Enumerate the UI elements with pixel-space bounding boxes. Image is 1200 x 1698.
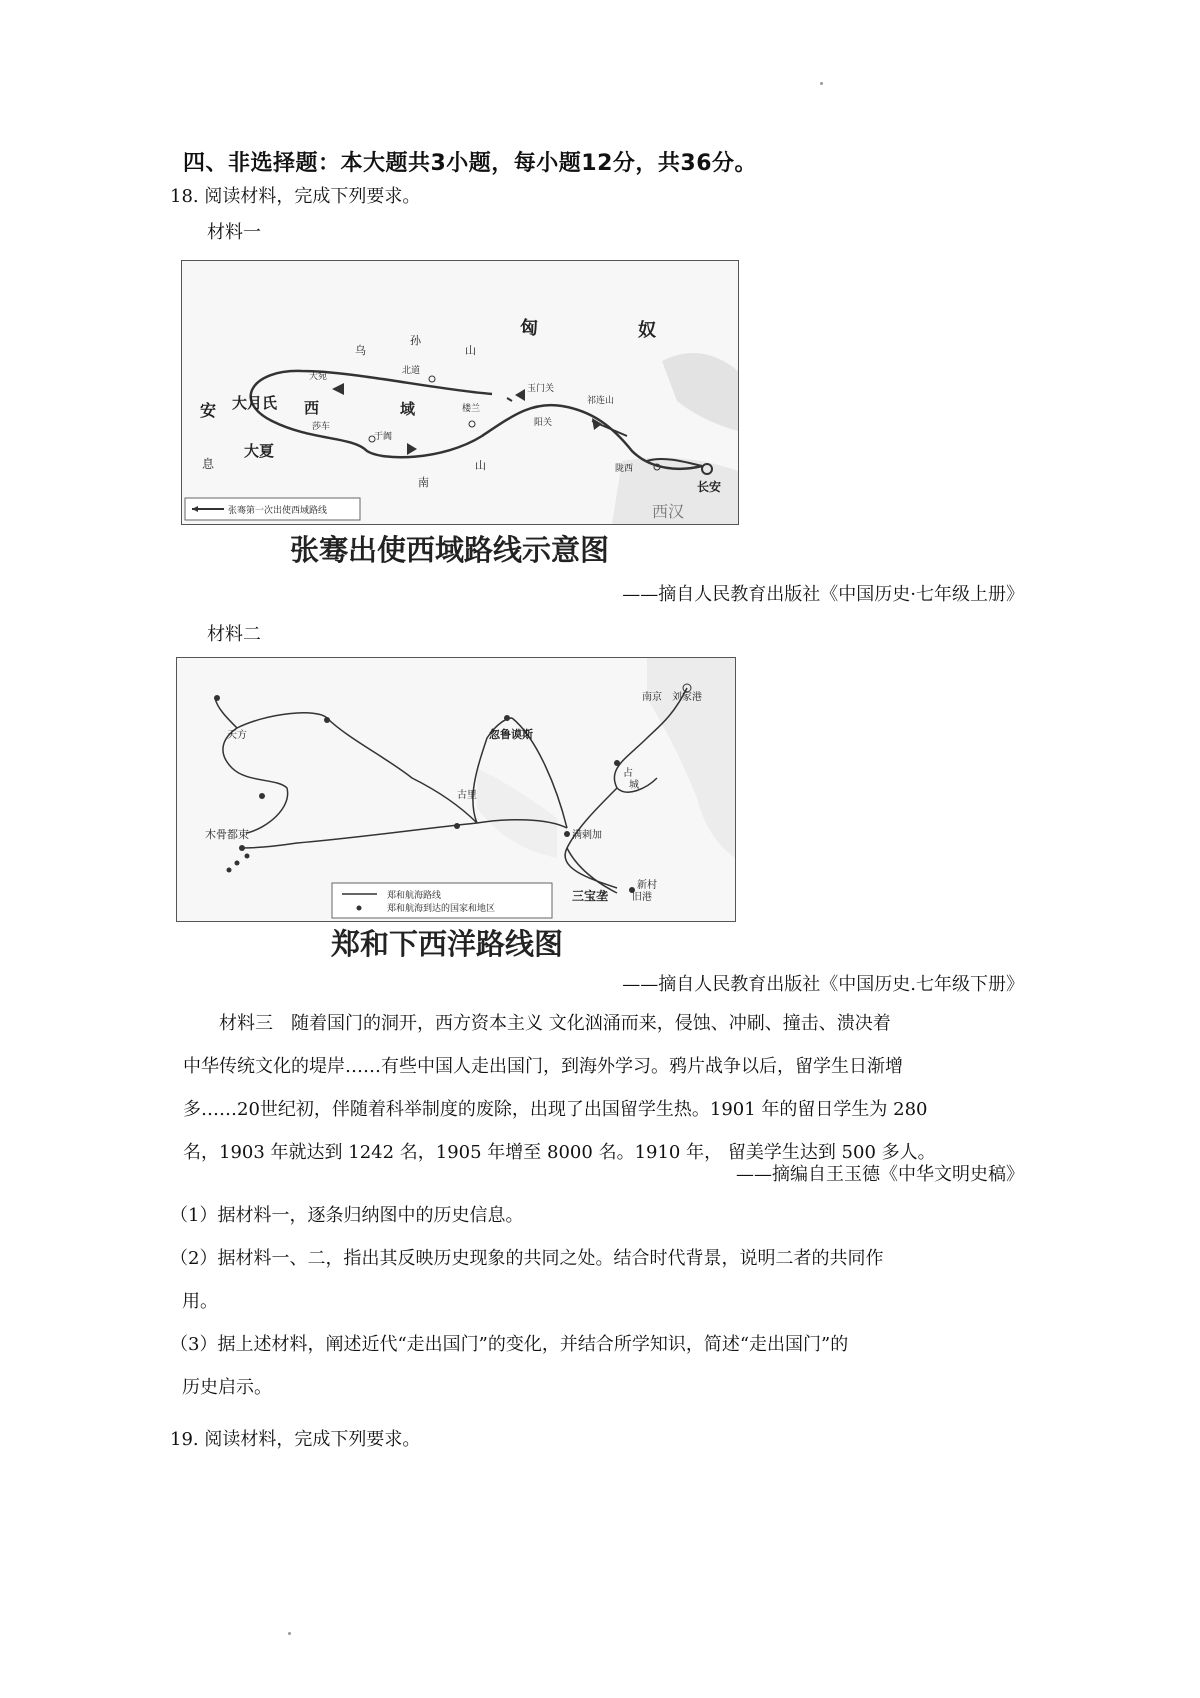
label-nanjing: 南京 [642,692,662,703]
material3-paragraph [183,1002,1023,1174]
material2-label: 材料二 [207,624,261,645]
material3-label: 材料三 [219,1013,273,1034]
label-anxi1: 安 [200,401,217,420]
map1-caption: 张骞出使西域路线示意图 [290,533,610,567]
label-loulan: 楼兰 [462,404,481,414]
label-manlajia: 满剌加 [572,830,602,841]
label-sanbaolong: 三宝垄 [572,889,609,903]
material2-source: ——摘自人民教育出版社《中国历史.七年级下册》 [622,974,1024,995]
label-beidao: 北道 [402,366,421,376]
legend-route-line: 郑和航海路线 [387,891,442,901]
legend-route: 张骞第一次出使西域路线 [228,506,328,516]
label-shache: 莎车 [312,422,331,432]
label-liujiagang: 刘家港 [672,692,702,703]
label-xihan: 西汉 [652,502,685,521]
label-qilianshan: 祁连山 [587,396,615,406]
q18-stem: 18. 阅读材料，完成下列要求。 [170,186,421,207]
label-yangguan: 阳关 [534,418,553,428]
material3-source: ——摘编自王玉德《中华文明史稿》 [736,1164,1024,1185]
label-mugudushu: 木骨都束 [205,828,249,841]
label-xiyu2: 域 [400,400,416,418]
label-xincun: 新村 [637,880,657,891]
sub-question-3-line2: 历史启示。 [182,1377,272,1398]
zheng-he-map-svg [177,658,735,921]
legend-route-point: 郑和航海到达的国家和地区 [387,904,496,914]
label-wusun3: 山 [465,344,476,357]
label-tianfang: 天方 [227,730,247,741]
label-wusun2: 孙 [410,334,421,347]
label-zhancheng2: 城 [629,780,639,791]
sub-question-1: （1）据材料一，逐条归纳图中的历史信息。 [170,1205,524,1226]
label-wusun1: 乌 [355,344,366,357]
sub-question-2-line1: （2）据材料一、二，指出其反映历史现象的共同之处。结合时代背景，说明二者的共同作 [170,1248,884,1269]
label-yumenguan: 玉门关 [527,384,555,394]
label-hulumosi: 忽鲁谟斯 [489,728,533,741]
label-dayuezhi: 大月氏 [232,394,278,412]
sub-questions [170,1194,1030,1409]
scan-speck [820,82,823,85]
sub-question-3-line1: （3）据上述材料，阐述近代“走出国门”的变化，并结合所学知识，简述“走出国门”的 [170,1334,849,1355]
label-daxia: 大夏 [244,442,275,460]
material3-line4: 名，1903 年就达到 1242 名，1905 年增至 8000 名。1910 年， 留美学生达到 500 多人。 [183,1142,936,1163]
sub-question-2-line2: 用。 [182,1291,218,1312]
section-title: 四、非选择题：本大题共3小题，每小题12分，共36分。 [183,151,758,176]
label-xiyu1: 西 [304,399,320,417]
material3-line2: 中华传统文化的堤岸……有些中国人走出国门，到海外学习。鸦片战争以后，留学生日渐增 [183,1056,903,1077]
label-xiongnu1: 匈 [520,318,538,339]
label-dawan: 大宛 [309,372,328,382]
label-nanshan1: 南 [418,476,429,489]
label-anxi2: 息 [202,457,215,471]
material1-label: 材料一 [207,222,261,243]
zhang-qian-route-map [181,260,739,525]
label-nanshan2: 山 [475,459,486,472]
q19-stem: 19. 阅读材料，完成下列要求。 [170,1429,421,1450]
material1-source: ——摘自人民教育出版社《中国历史·七年级上册》 [622,584,1024,605]
scan-speck [288,1632,291,1635]
material3-line3: 多……20世纪初，伴随着科举制度的废除，出现了出国留学生热。1901 年的留日学生为 280 [183,1099,928,1120]
label-yutian: 于阗 [374,432,393,442]
label-longxi: 陇西 [615,464,634,474]
label-guli: 古里 [457,790,477,801]
label-xiongnu2: 奴 [638,320,656,341]
material3-line1: 材料三 随着国门的洞开，西方资本主义 文化汹涌而来，侵蚀、冲刷、撞击、溃决着 [219,1013,891,1034]
label-jiugang: 旧港 [632,892,652,903]
zheng-he-route-map [176,657,736,922]
label-changan: 长安 [697,480,722,494]
zhang-qian-map-svg [182,261,738,524]
label-zhancheng1: 占 [623,768,633,779]
map2-caption: 郑和下西洋路线图 [331,927,564,961]
